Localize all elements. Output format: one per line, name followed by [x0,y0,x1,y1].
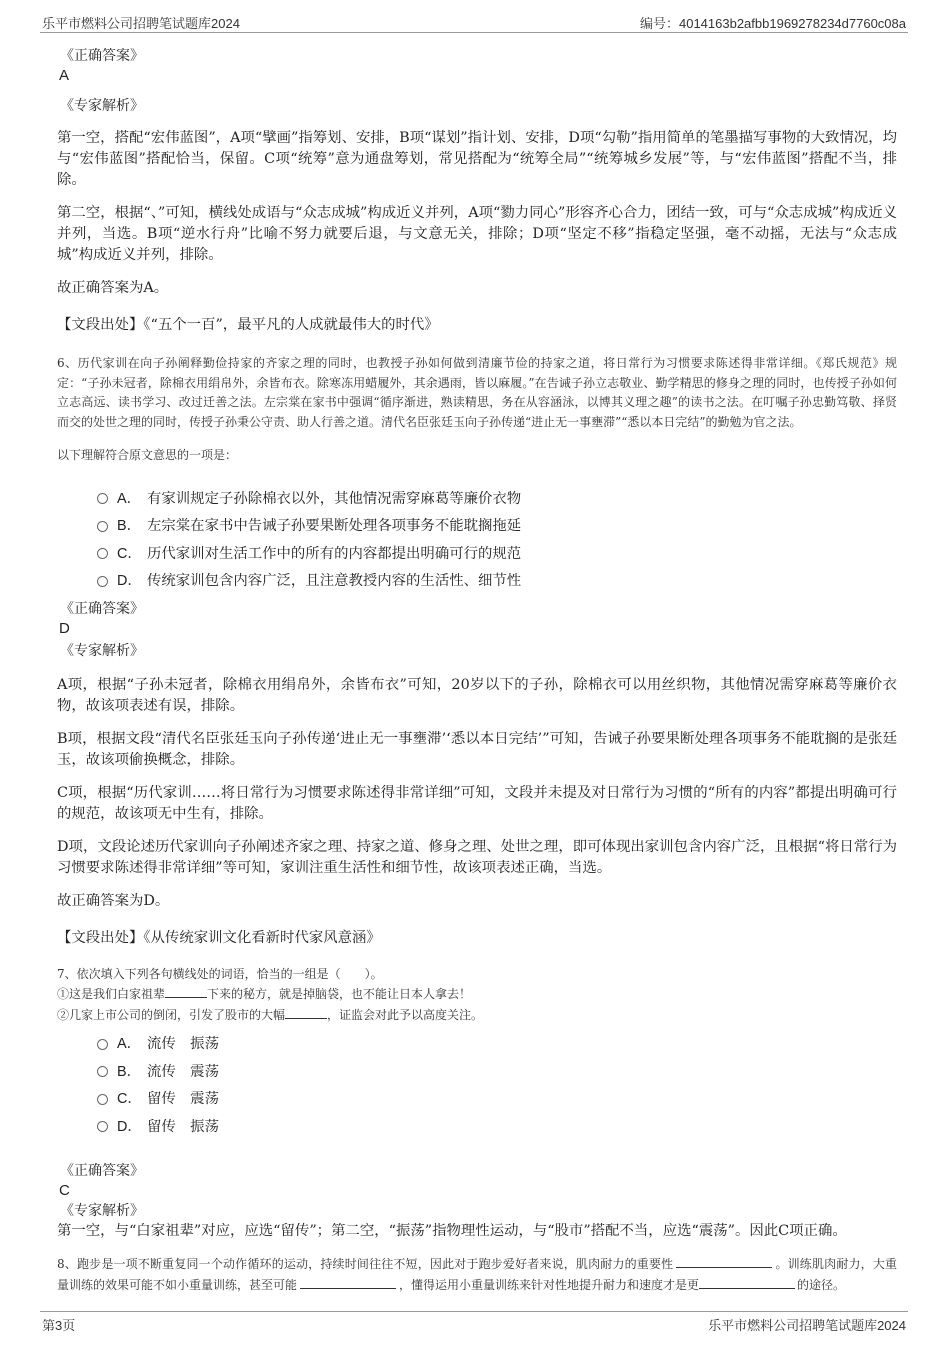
q6-analysis-a: A项，根据“子孙未冠者，除棉衣用绢帛外，余皆布衣”可知，20岁以下的子孙，除棉衣可以用丝织物，其他情况需穿麻葛等廉价衣物，故该项表述有误，排除。 [57,676,897,714]
radio-icon[interactable] [97,576,108,587]
q7-option-c[interactable]: C． 留传 震荡 [97,1084,897,1112]
expert-analysis-label: 《专家解析》 [60,98,144,114]
q6-answer: D [59,619,70,637]
q7-sentence-1: ①这是我们白家祖辈 下来的秘方，就是掉脑袋，也不能让日本人拿去！ [57,984,897,1005]
q6-option-c[interactable]: C． 历代家训对生活工作中的所有的内容都提出明确可行的规范 [97,539,897,567]
radio-icon[interactable] [97,1066,108,1077]
q6-options [97,484,897,594]
q7-stem: 7、依次填入下列各句横线处的词语，恰当的一组是（ ）。 [57,966,383,981]
q5-answer: A [59,67,70,84]
q6-option-a[interactable]: A． 有家训规定子孙除棉衣以外，其他情况需穿麻葛等廉价衣物 [97,484,897,512]
blank-line [165,984,207,998]
blank-line [285,1005,327,1019]
q6-analysis-b: B项，根据文段“清代名臣张廷玉向子孙传递‘进止无一事壅滞’‘悉以本日完结’”可知，告诫子孙要果断处理各项事务不能耽搁的是张廷玉，故该项偷换概念，排除。 [57,730,897,768]
q6-option-d[interactable]: D． 传统家训包含内容广泛，且注意教授内容的生活性、细节性 [97,566,897,594]
q7-options [97,1029,897,1139]
page-header [40,10,908,33]
radio-icon[interactable] [97,493,108,504]
radio-icon[interactable] [97,521,108,532]
blank-line [300,1275,396,1289]
radio-icon[interactable] [97,1039,108,1050]
header-title: 乐平市燃料公司招聘笔试题库2024 [42,16,240,31]
q5-analysis-2: 第二空，根据“、”可知，横线处成语与“众志成城”构成近义并列，A项“勠力同心”形容齐心合力，团结一致，可与“众志成城”构成近义并列，当选。B项“逆水行舟”比喻不努力就要后退，与文意无关，排除；D项“坚定不移”指稳定坚强，毫不动摇，无法与“众志成城”构成近义并列，排除。 [57,205,897,263]
correct-answer-label: 《正确答案》 [60,1163,144,1179]
q5-analysis-1: 第一空，搭配“宏伟蓝图”，A项“擘画”指筹划、安排，B项“谋划”指计划、安排，D项“勾勒”指用简单的笔墨描写事物的大致情况，均与“宏伟蓝图”搭配恰当，保留。C项“统筹”意为通盘筹划，常见搭配为“统筹全局”“统筹城乡发展”等，与“宏伟蓝图”搭配不当，排除。 [57,130,897,188]
footer-title: 乐平市燃料公司招聘笔试题库2024 [708,1318,906,1333]
q6-analysis-d: D项，文段论述历代家训向子孙阐述齐家之理、持家之道、修身之理、处世之理，即可体现出家训包含内容广泛，且根据“将日常行为习惯要求陈述得非常详细”等可知，家训注重生活性和细节性，故该项表述正确，当选。 [57,838,897,876]
q6-analysis-c: C项，根据“历代家训……将日常行为习惯要求陈述得非常详细”可知，文段并未提及对日常行为习惯的“所有的内容”都提出明确可行的规范，故该项无中生有，排除。 [57,784,897,822]
q6-source: 【文段出处】《从传统家训文化看新时代家风意涵》 [57,929,381,946]
expert-analysis-label: 《专家解析》 [60,1203,144,1219]
q8-stem: 8、跑步是一项不断重复同一个动作循环的运动，持续时间往往不短，因此对于跑步爱好者来说，肌肉耐力的重要性 。训练肌肉耐力，大重量训练的效果可能不如小重量训练，甚至可能 ，懂得运用小重量训练来针对性地提升耐力和速度才是更 的途径。 [57,1254,897,1295]
correct-answer-label: 《正确答案》 [60,48,144,64]
header-doc-id: 编号：4014163b2afbb1969278234d7760c08a [639,16,906,31]
radio-icon[interactable] [97,1094,108,1105]
page-content [57,46,897,1295]
correct-answer-label: 《正确答案》 [60,600,144,617]
q7-option-a[interactable]: A． 流传 振荡 [97,1029,897,1057]
q7-option-d[interactable]: D． 留传 振荡 [97,1112,897,1140]
q7-analysis: 第一空，与“白家祖辈”对应，应选“留传”；第二空，“振荡”指物理性运动，与“股市”搭配不当，应选“震荡”。因此C项正确。 [57,1223,847,1239]
page-footer [40,1311,908,1334]
q6-analysis-conclusion: 故正确答案为D。 [57,892,170,909]
blank-line [699,1275,795,1289]
blank-line [676,1254,772,1268]
q5-analysis-3: 故正确答案为A。 [57,280,169,296]
q6-prompt: 以下理解符合原文意思的一项是： [57,448,238,462]
q6-stem: 6、历代家训在向子孙阐释勤俭持家的齐家之理的同时，也教授子孙如何做到清廉节俭的持家之道，将日常行为习惯要求陈述得非常详细。《郑氏规范》规定：“子孙未冠者，除棉衣用绢帛外，余皆布衣。除寒冻用蜡履外，其余遇雨，皆以麻履。”在告诫子孙立志敬业、勤学精思的修身之理的同时，也传授子孙如何立志高远、读书学习、改过迁善之法。左宗棠在家书中强调“循序渐进，熟读精思，务在从容涵泳，以博其义理之趣”的读书之法。在叮嘱子孙忠勤笃敬、择贤而交的处世之理的同时，传授子孙秉公守责、助人行善之道。清代名臣张廷玉向子孙传递“进止无一事壅滞”“悉以本日完结”的勤勉为官之法。 [57,356,897,429]
q7-sentence-2: ②几家上市公司的倒闭，引发了股市的大幅 ，证监会对此予以高度关注。 [57,1005,897,1026]
q6-option-b[interactable]: B． 左宗棠在家书中告诫子孙要果断处理各项事务不能耽搁拖延 [97,511,897,539]
expert-analysis-label: 《专家解析》 [60,642,144,659]
q7-answer: C [59,1182,70,1199]
radio-icon[interactable] [97,548,108,559]
q5-source: 【文段出处】《“五个一百”，最平凡的人成就最伟大的时代》 [57,317,439,333]
q7-option-b[interactable]: B． 流传 震荡 [97,1057,897,1085]
footer-page-number: 第3页 [42,1318,76,1333]
radio-icon[interactable] [97,1121,108,1132]
